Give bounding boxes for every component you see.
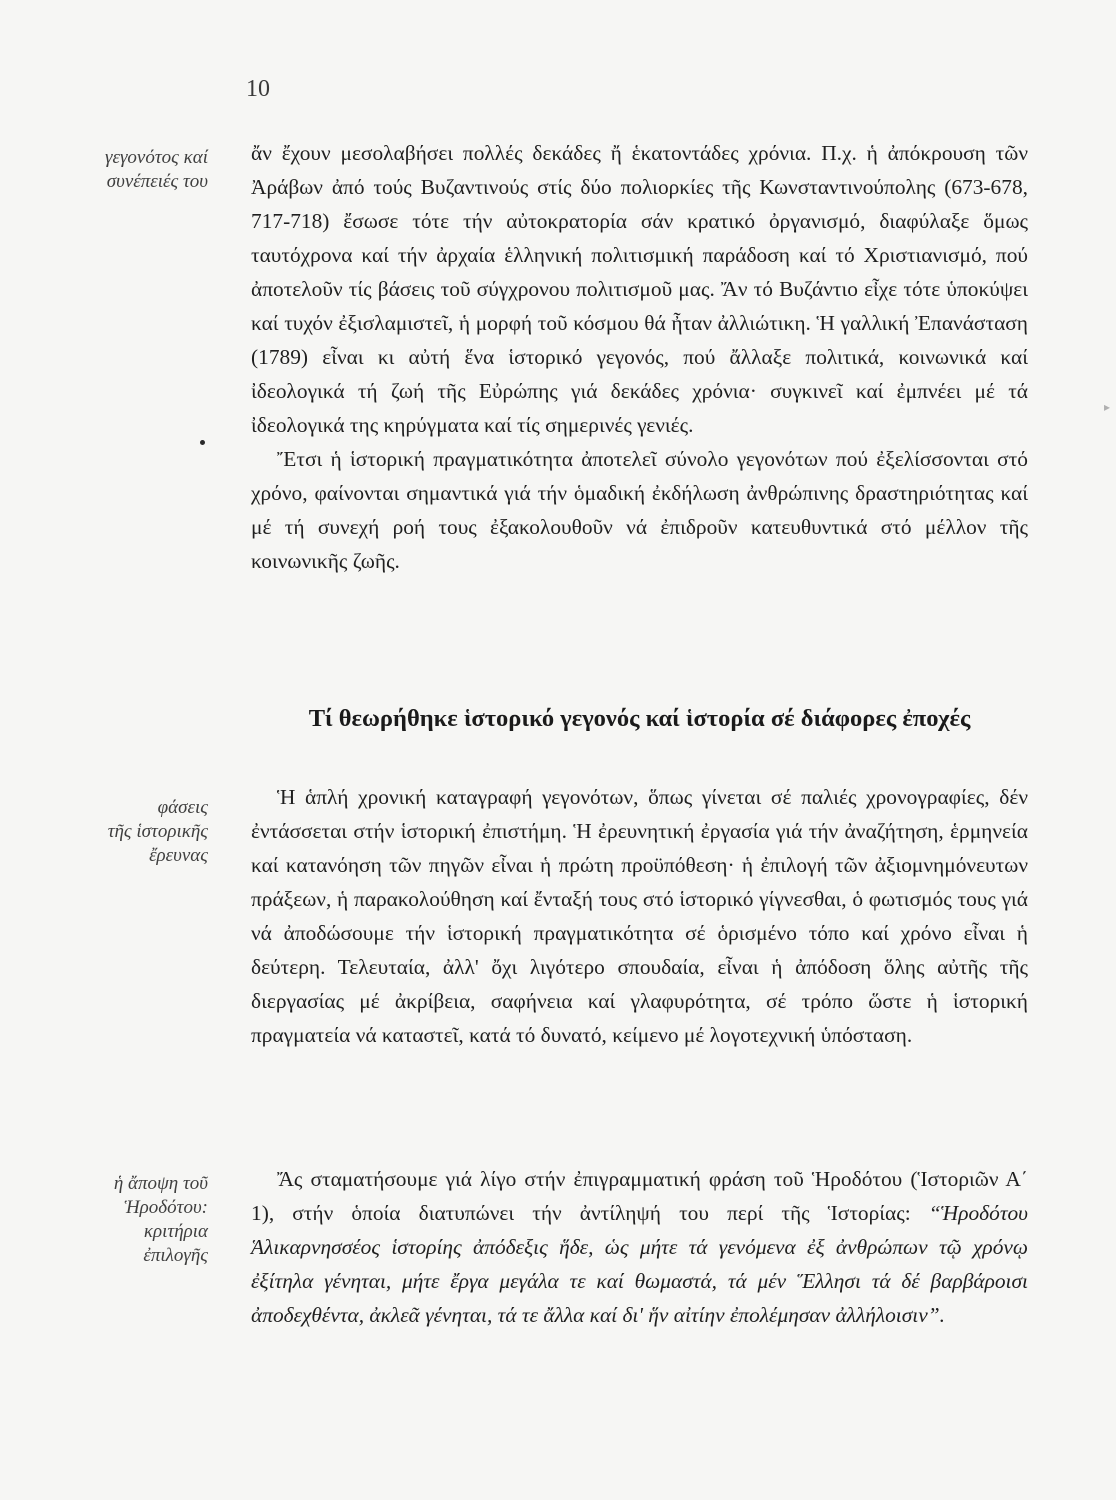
section-heading: Τί θεωρήθηκε ἱστορικό γεγονός καί ἱστορία σέ διάφορες ἐποχές [308,705,971,732]
edge-mark-icon: ▸ [1103,400,1110,414]
margin-note-line: ἡ ἄποψη τοῦ [113,1173,208,1194]
paragraph: Ἡ ἁπλή χρονική καταγραφή γεγονότων, ὅπως γίνεται σέ παλιές χρονογραφίες, δέν ἐντάσσεται στήν ἱστορική ἐπιστήμη. Ἡ ἐρευνητική ἐργασία γιά τήν ἀναζήτηση, ἑρμηνεία καί κατανόηση τῶν πηγῶν εἶναι ἡ πρώτη προϋπόθεση· ἡ ἐπιλογή τῶν ἀξιομνημόνευτων πράξεων, ἡ παρακολούθηση καί ἔνταξή τους στό ἱστορικό γίγνεσθαι, ὁ φωτισμός τους γιά νά ἀποδώσουμε τήν ἱστορική πραγματικότητα σέ ὁρισμένο τόπο καί χρόνο εἶναι ἡ δεύτερη. Τελευταία, ἀλλ' ὄχι λιγότερο σπουδαία, εἶναι ἡ ἀπόδοση ὅλης αὐτῆς τῆς διεργασίας μέ ἀκρίβεια, σαφήνεια καί γλαφυρότητα, σέ τρόπο ὥστε ἡ ἱστορική πραγματεία νά καταστεῖ, κατά τό δυνατό, κείμενο μέ λογοτεχνική ὑπόσταση. [251,785,1028,1047]
ink-speck [200,440,205,445]
margin-note-line: κριτήρια [143,1221,208,1242]
margin-note-event-consequences [40,146,208,194]
margin-note-line: γεγονότος καί [104,147,208,168]
paragraph: Ἔτσι ἡ ἱστορική πραγματικότητα ἀποτελεῖ σύνολο γεγονότων πού ἐξελίσσονται στό χρόνο, φαίνονται σημαντικά γιά τήν ὁμαδική ἐκδήλωση ἀνθρώπινης δραστηριότητας καί μέ τή συνεχή ροή τους ἐξακολουθοῦν νά ἐπιδροῦν κατευθυντικά στό μέλλον τῆς κοινωνικῆς ζωῆς. [251,447,1028,573]
margin-note-line: ἐπιλογῆς [143,1245,208,1266]
paragraph-intro: Ἄς σταματήσουμε γιά λίγο στήν ἐπιγραμματική φράση τοῦ Ἡροδότου (Ἱστοριῶν Α΄ 1), στήν ὁποία διατυπώνει τήν ἀντίληψή του περί τῆς Ἱστορίας: [251,1167,1028,1225]
herodotus-quote: “Ἡροδότου Ἁλικαρνησσέος ἱστορίης ἀπόδεξις ἥδε, ὡς μήτε τά γενόμενα ἐξ ἀνθρώπων τῷ χρόνῳ ἐξίτηλα γένηται, μήτε ἔργα μεγάλα τε καί θωμαστά, τά μέν Ἕλλησι τά δέ βαρβάροισι ἀποδεχθέντα, ἀκλεᾶ γένηται, τά τε ἄλλα καί δι' ἥν αἰτίην ἐπολέμησαν ἀλλήλοισιν”. [251,1201,1028,1327]
paragraph [251,1162,1028,1332]
body-text-block-3 [251,1162,1028,1332]
body-text-block-1 [251,136,1028,578]
margin-note-line: τῆς ἱστορικῆς [107,821,208,842]
margin-note-line: ἔρευνας [149,845,208,866]
margin-note-line: συνέπειές του [106,171,208,192]
margin-note-line: φάσεις [157,797,208,818]
margin-note-herodotus-view [40,1172,208,1268]
paragraph: ἄν ἔχουν μεσολαβήσει πολλές δεκάδες ἤ ἑκατοντάδες χρόνια. Π.χ. ἡ ἀπόκρουση τῶν Ἀράβων ἀπό τούς Βυζαντινούς στίς δύο πολιορκίες τῆς Κωνσταντινούπολης (673-678, 717-718) ἔσωσε τότε τήν αὐτοκρατορία σάν κρατικό ὀργανισμό, διαφύλαξε ὅμως ταυτόχρονα καί τήν ἀρχαία ἑλληνική πολιτισμική παράδοση καί τό Χριστιανισμό, πού ἀποτελοῦν τίς βάσεις τοῦ σύγχρονου πολιτισμοῦ μας. Ἄν τό Βυζάντιο εἶχε τότε ὑποκύψει καί τυχόν ἐξισλαμιστεῖ, ἡ μορφή τοῦ κόσμου θά ἦταν ἀλλιώτικη. Ἡ γαλλική Ἐπανάσταση (1789) εἶναι κι αὐτή ἕνα ἱστορικό γεγονός, πού ἄλλαξε πολιτικά, κοινωνικά καί ἰδεολογικά τή ζωή τῆς Εὐρώπης γιά δεκάδες χρόνια· συγκινεῖ καί ἐμπνέει μέ τά ἰδεολογικά της κηρύγματα καί τίς σημερινές γενιές. [251,141,1028,437]
margin-note-line: Ἡροδότου: [124,1197,208,1218]
body-text-block-2 [251,780,1028,1052]
page-number: 10 [246,76,270,102]
margin-note-research-phases [40,796,208,868]
